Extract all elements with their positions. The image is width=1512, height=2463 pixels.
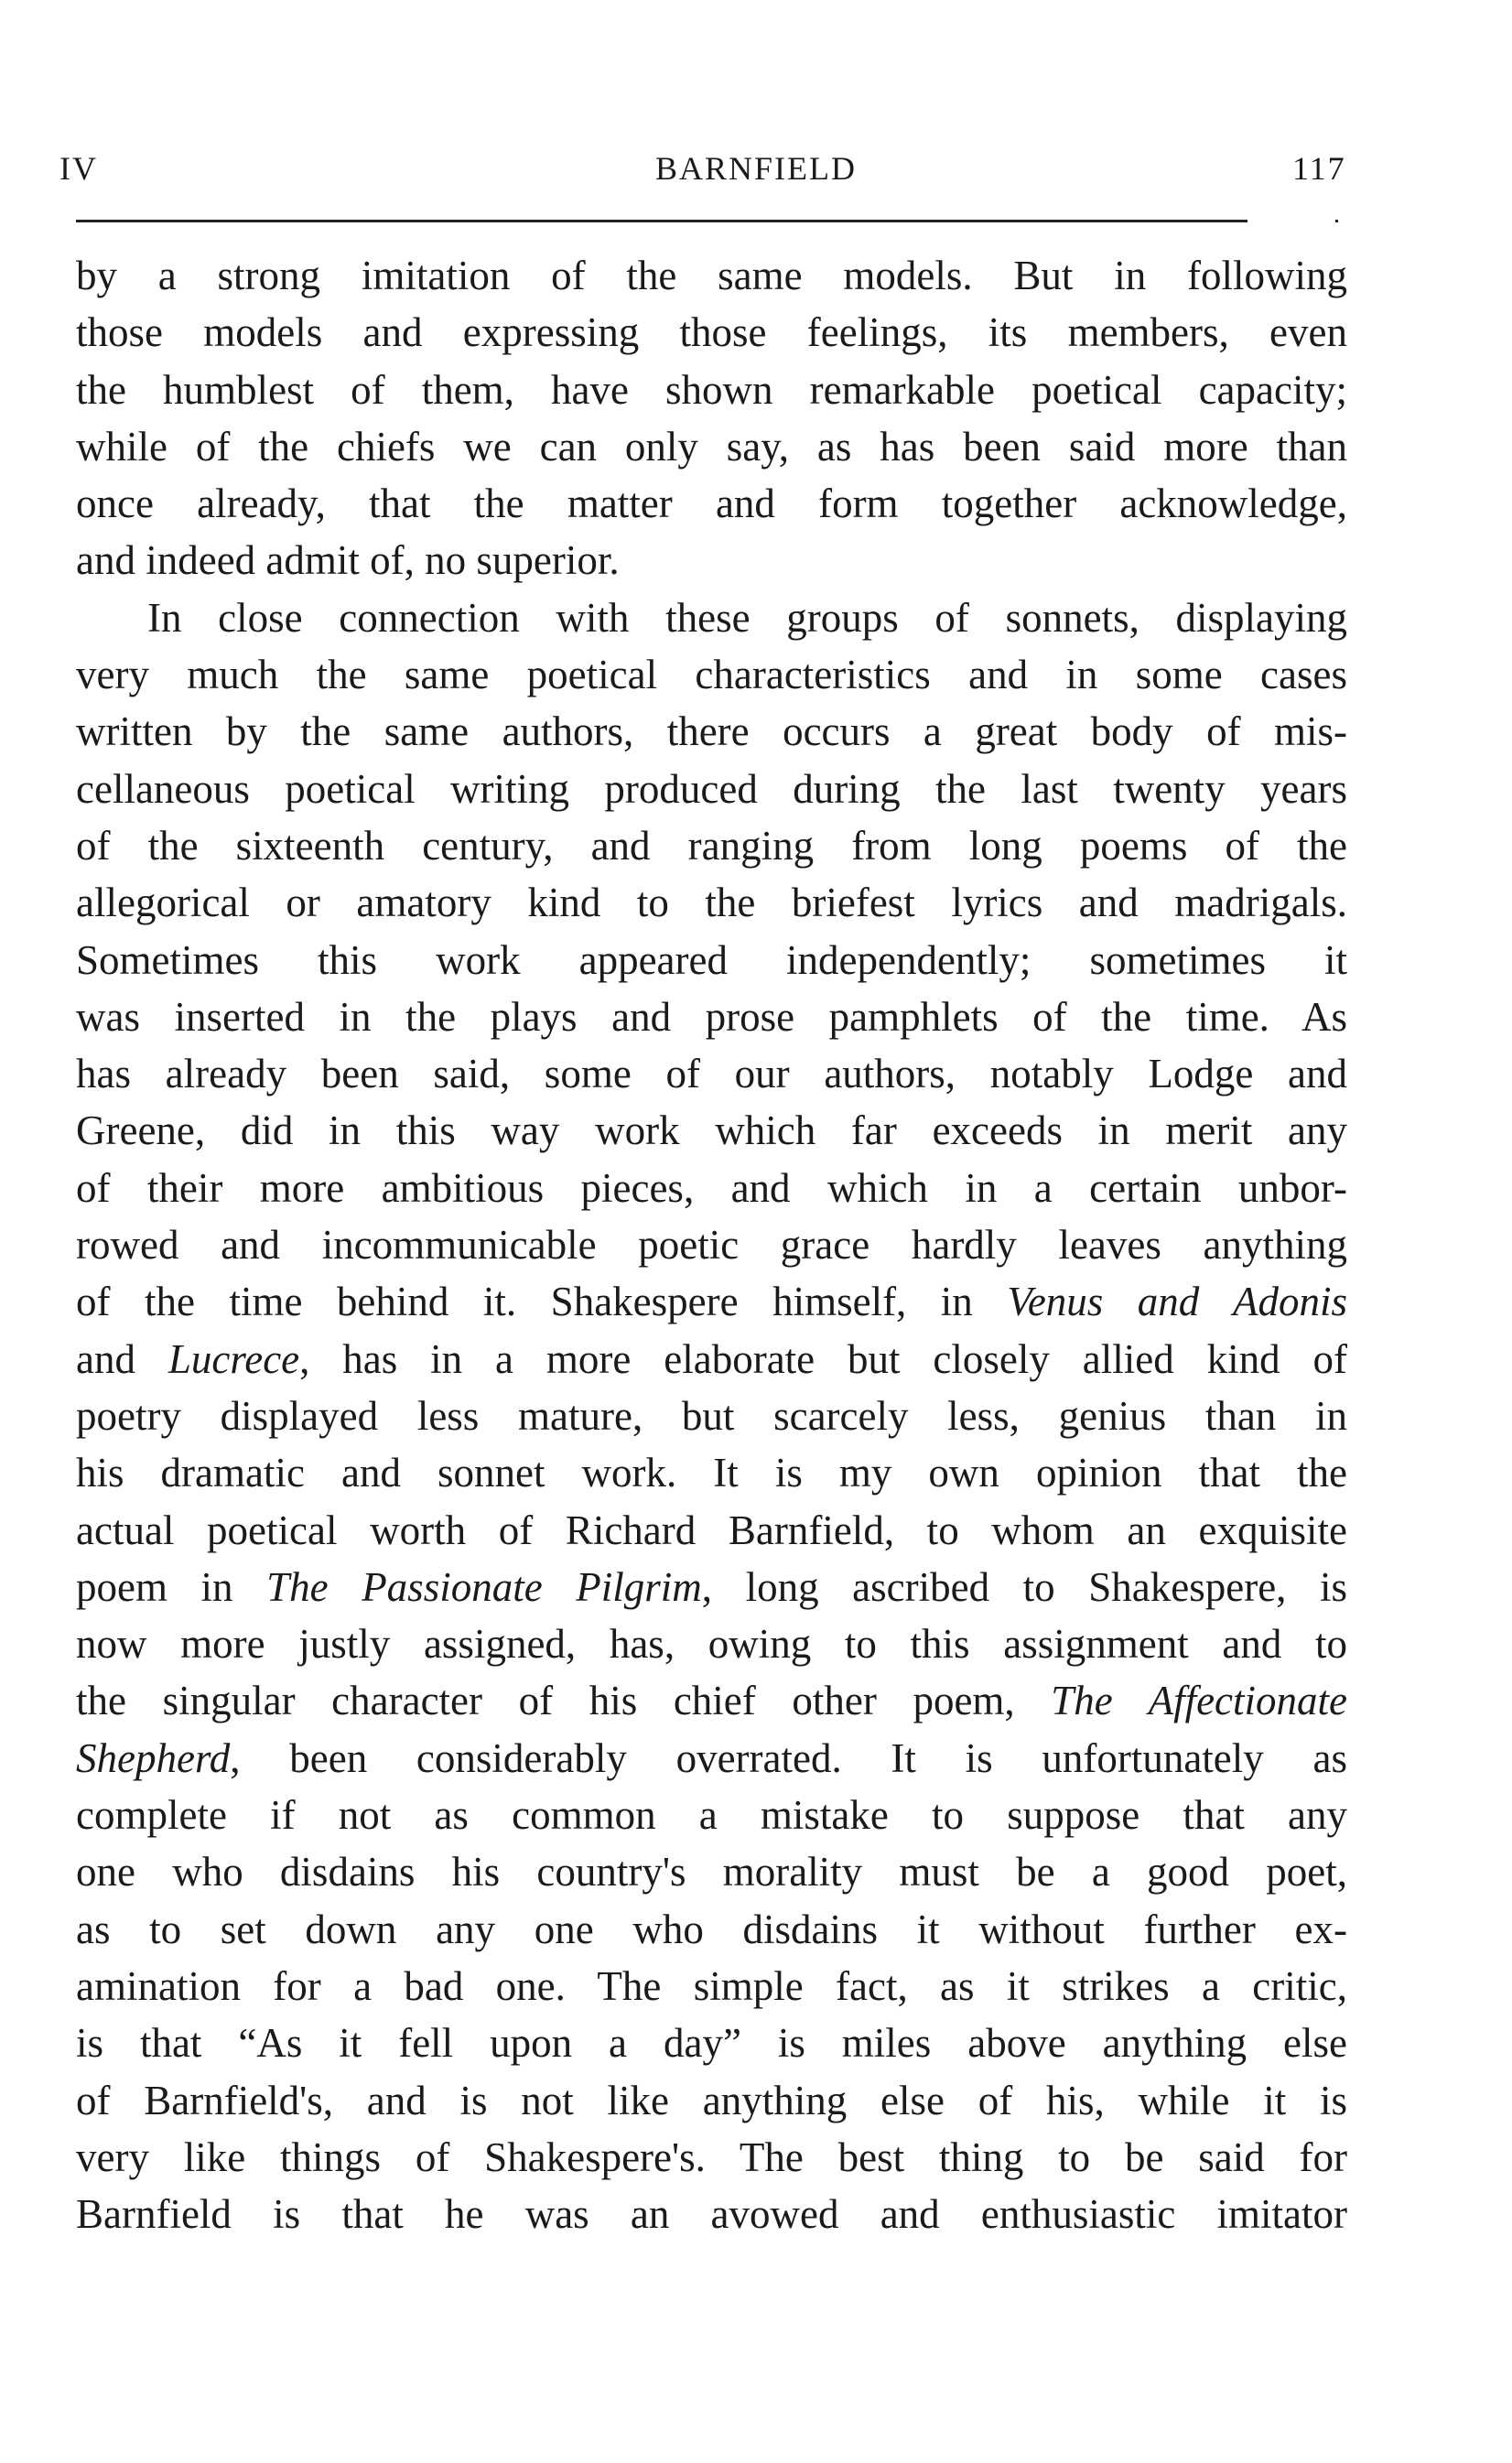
text-segment: has already been said, some of our authors, notably Lodge and — [76, 1051, 1347, 1097]
text-segment: is that “As it fell upon a day” is miles above anything else — [76, 2020, 1347, 2067]
text-line — [76, 589, 1347, 646]
running-title: BARNFIELD — [654, 150, 857, 187]
text-line — [76, 1559, 1347, 1615]
text-segment: written by the same authors, there occurs a great body of mis- — [76, 708, 1347, 755]
chapter-number: IV — [59, 150, 98, 187]
page-number: 117 — [1292, 150, 1346, 187]
text-segment: now more justly assigned, has, owing to this assignment and to — [76, 1621, 1347, 1668]
text-line — [76, 1730, 1347, 1787]
text-line — [76, 362, 1347, 418]
text-segment: of the sixteenth century, and ranging from long poems of the — [76, 822, 1347, 869]
text-segment: once already, that the matter and form together acknowledge, — [76, 481, 1347, 527]
text-segment: complete if not as common a mistake to suppose that any — [76, 1792, 1347, 1839]
text-line — [76, 646, 1347, 703]
text-segment: by a strong imitation of the same models. But in following — [76, 253, 1347, 298]
italic-title: The Passionate Pilgrim — [266, 1563, 702, 1610]
text-segment: was inserted in the plays and prose pamphlets of the time. As — [76, 993, 1347, 1040]
italic-title: Venus and Adonis — [1007, 1279, 1347, 1325]
text-line — [76, 1958, 1347, 2015]
text-segment: cellaneous poetical writing produced during the last twenty years — [76, 765, 1347, 812]
text-line — [76, 475, 1347, 532]
text-segment: as to set down any one who disdains it without further ex- — [76, 1906, 1347, 1952]
text-line — [76, 1331, 1347, 1388]
text-segment: allegorical or amatory kind to the briefest lyrics and madrigals. — [76, 880, 1347, 926]
text-line — [76, 1102, 1347, 1159]
text-line — [76, 1273, 1347, 1330]
text-line — [76, 1388, 1347, 1444]
text-line — [76, 1672, 1347, 1729]
text-segment: , long ascribed to Shakespere, is — [701, 1563, 1348, 1610]
text-segment: poetry displayed less mature, but scarcely less, genius than in — [76, 1392, 1347, 1439]
italic-title: Lucrece — [167, 1335, 300, 1382]
text-line — [76, 1615, 1347, 1672]
italic-title: The Affectionate — [1051, 1678, 1347, 1724]
text-segment: and — [76, 1335, 168, 1382]
text-segment: In close connection with these groups of sonnets, displaying — [147, 594, 1347, 641]
text-segment: the humblest of them, have shown remarkable poetical capacity; — [76, 366, 1347, 413]
text-segment: , has in a more elaborate but closely allied kind of — [299, 1335, 1347, 1382]
text-line — [76, 1901, 1347, 1958]
text-line — [76, 1216, 1347, 1273]
text-line — [76, 247, 1347, 304]
text-segment: while of the chiefs we can only say, as has been said more than — [76, 423, 1347, 470]
header-rule-dot — [1335, 220, 1338, 222]
text-line — [76, 817, 1347, 874]
text-line — [76, 932, 1347, 988]
text-segment: those models and expressing those feelings, its members, even — [76, 309, 1347, 356]
text-line — [76, 874, 1347, 931]
text-line — [76, 761, 1347, 817]
text-segment: very like things of Shakespere's. The best thing to be said for — [76, 2134, 1347, 2180]
text-line — [76, 1502, 1347, 1559]
text-line — [76, 703, 1347, 760]
text-line — [76, 1444, 1347, 1501]
text-segment: his dramatic and sonnet work. It is my own opinion that the — [76, 1450, 1347, 1496]
text-segment: amination for a bad one. The simple fact, as it strikes a critic, — [76, 1962, 1347, 2009]
body-text — [76, 247, 1347, 2242]
text-segment: of Barnfield's, and is not like anything else of his, while it is — [76, 2077, 1347, 2123]
text-segment: one who disdains his country's morality must be a good poet, — [76, 1849, 1347, 1896]
text-line — [76, 2186, 1347, 2242]
text-line — [76, 2015, 1347, 2071]
italic-title: Shepherd — [76, 1734, 231, 1781]
text-segment: actual poetical worth of Richard Barnfield, to whom an exquisite — [76, 1507, 1347, 1553]
text-line — [76, 1160, 1347, 1216]
text-line — [76, 988, 1347, 1045]
text-segment: the singular character of his chief other poem, — [76, 1678, 1052, 1724]
text-line — [76, 304, 1347, 361]
text-segment: , been considerably overrated. It is unfortunately as — [230, 1734, 1347, 1781]
text-segment: of their more ambitious pieces, and which in a certain unbor- — [76, 1164, 1347, 1211]
header-rule — [76, 220, 1247, 222]
text-segment: poem in — [76, 1563, 267, 1610]
text-segment: and indeed admit of, no superior. — [76, 537, 620, 584]
text-line — [76, 1787, 1347, 1843]
text-segment: Barnfield is that he was an avowed and enthusiastic imitator — [76, 2191, 1347, 2238]
text-segment: Greene, did in this way work which far exceeds in merit any — [76, 1107, 1347, 1154]
text-line — [76, 532, 1347, 589]
text-line — [76, 1045, 1347, 1102]
text-segment: of the time behind it. Shakespere himself, in — [76, 1279, 1008, 1325]
text-line — [76, 418, 1347, 475]
text-segment: rowed and incommunicable poetic grace hardly leaves anything — [76, 1222, 1347, 1269]
text-line — [76, 1843, 1347, 1900]
text-segment: very much the same poetical characteristics and in some cases — [76, 652, 1347, 698]
text-segment: Sometimes this work appeared independently; sometimes it — [76, 936, 1347, 983]
text-line — [76, 2129, 1347, 2186]
text-line — [76, 2072, 1347, 2129]
